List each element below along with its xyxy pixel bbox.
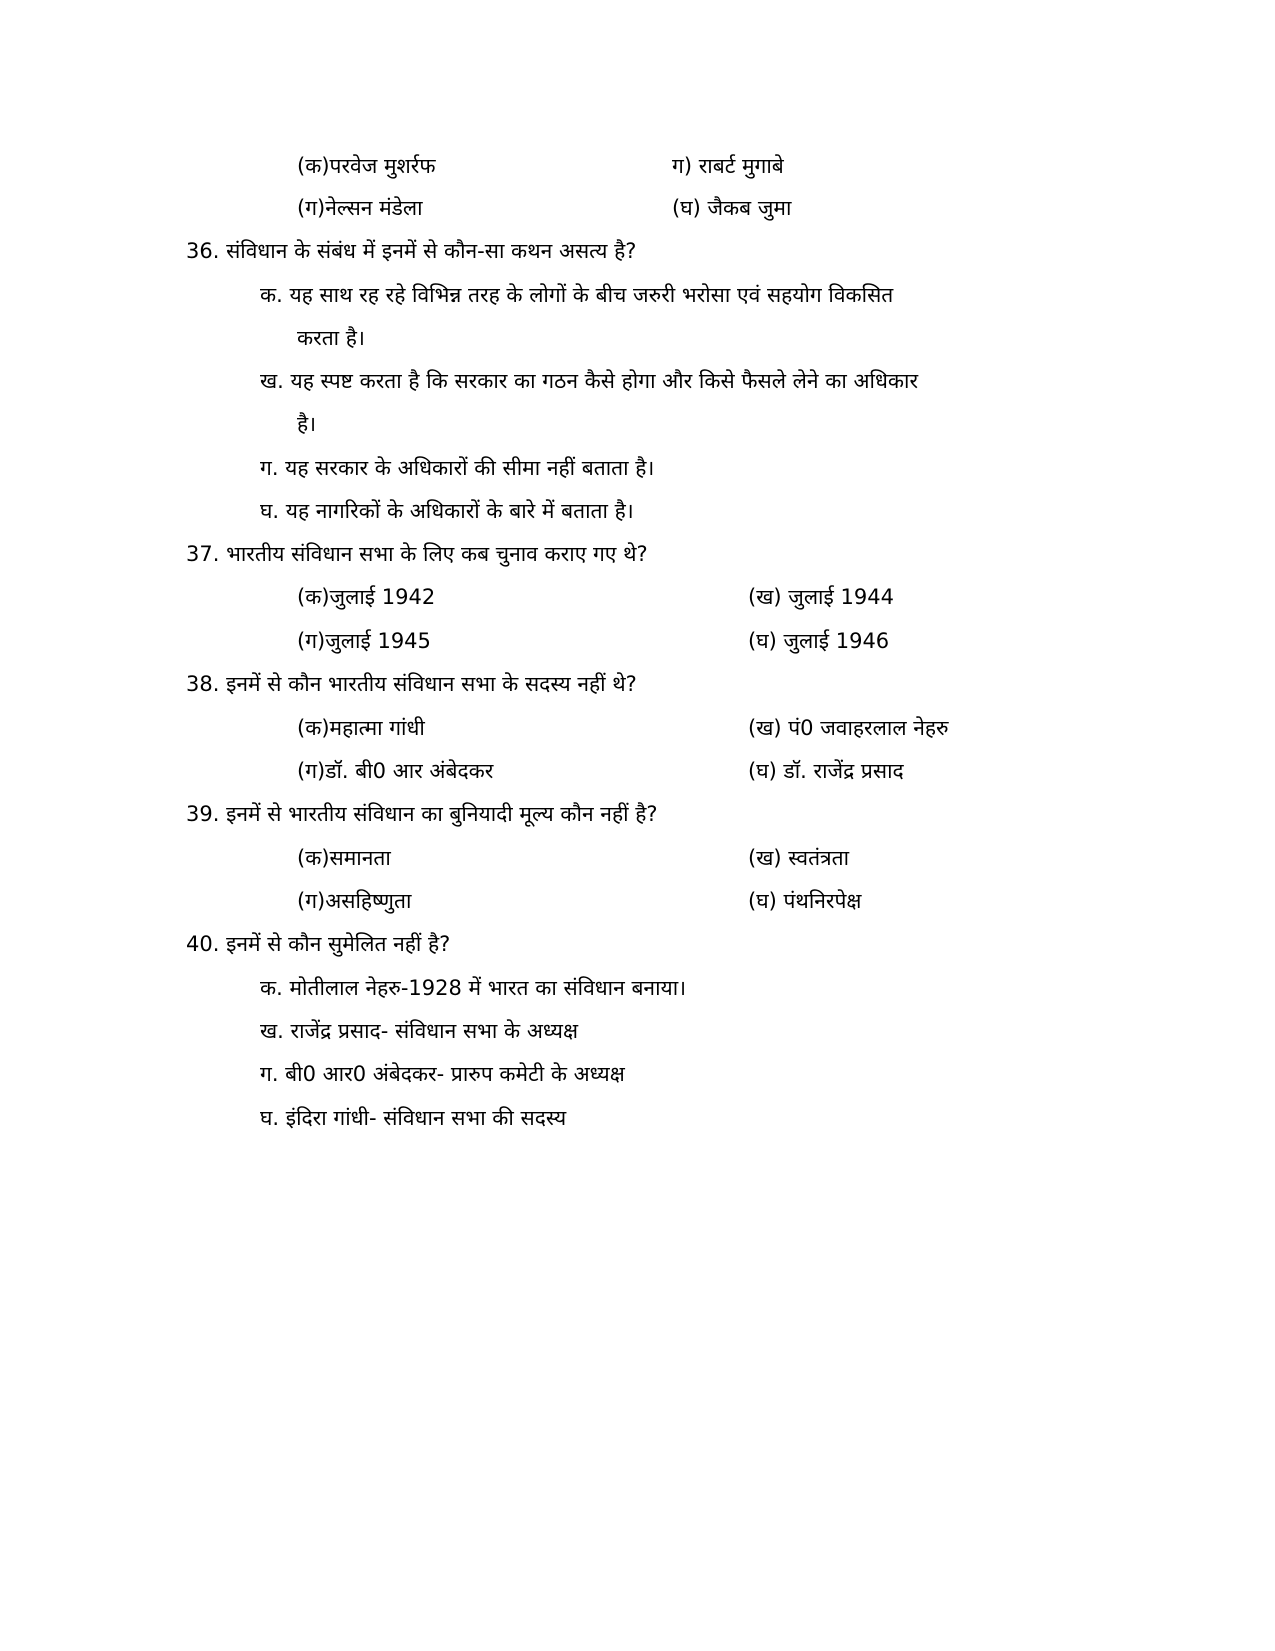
question-40: 40. इनमें से कौन सुमेलित नहीं है?: [186, 932, 451, 956]
q36-option-kha-cont: है।: [297, 412, 317, 436]
q36-option-gha: घ. यह नागरिकों के अधिकारों के बारे में बताता है।: [260, 499, 634, 523]
q37-option-gha: (घ) जुलाई 1946: [748, 629, 890, 653]
q38-option-kha: (ख) पं0 जवाहरलाल नेहरु: [748, 716, 949, 740]
question-36: 36. संविधान के संबंध में इनमें से कौन-सा कथन असत्य है?: [186, 239, 637, 263]
question-39: 39. इनमें से भारतीय संविधान का बुनियादी मूल्य कौन नहीं है?: [186, 802, 658, 826]
q39-option-kha: (ख) स्वतंत्रता: [748, 846, 850, 870]
q38-option-ka: (क)महात्मा गांधी: [297, 716, 425, 740]
q36-option-kha: ख. यह स्पष्ट करता है कि सरकार का गठन कैसे होगा और किसे फैसले लेने का अधिकार: [260, 369, 919, 393]
question-37: 37. भारतीय संविधान सभा के लिए कब चुनाव कराए गए थे?: [186, 542, 648, 566]
q39-option-ga: (ग)असहिष्णुता: [297, 889, 412, 913]
q39-option-gha: (घ) पंथनिरपेक्ष: [748, 889, 862, 913]
q40-option-ga: ग. बी0 आर0 अंबेदकर- प्रारुप कमेटी के अध्यक्ष: [260, 1062, 625, 1086]
q36-option-ka-cont: करता है।: [297, 326, 365, 350]
q38-option-gha: (घ) डॉ. राजेंद्र प्रसाद: [748, 759, 904, 783]
q40-option-ka: क. मोतीलाल नेहरु-1928 में भारत का संविधान बनाया।: [260, 976, 687, 1000]
option-gha: (घ) जैकब जुमा: [672, 196, 792, 220]
q37-option-ka: (क)जुलाई 1942: [297, 585, 436, 609]
option-ga: (ग)नेल्सन मंडेला: [297, 196, 423, 220]
q37-option-ga: (ग)जुलाई 1945: [297, 629, 431, 653]
q36-option-ga: ग. यह सरकार के अधिकारों की सीमा नहीं बताता है।: [260, 456, 655, 480]
option-ka: (क)परवेज मुशर्रफ: [297, 154, 436, 178]
q40-option-gha: घ. इंदिरा गांधी- संविधान सभा की सदस्य: [260, 1106, 567, 1130]
q37-option-kha: (ख) जुलाई 1944: [748, 585, 894, 609]
q38-option-ga: (ग)डॉ. बी0 आर अंबेदकर: [297, 759, 494, 783]
q36-option-ka: क. यह साथ रह रहे विभिन्न तरह के लोगों के बीच जरुरी भरोसा एवं सहयोग विकसित: [260, 283, 894, 307]
q39-option-ka: (क)समानता: [297, 846, 391, 870]
option-ga: ग) राबर्ट मुगाबे: [672, 154, 784, 178]
question-38: 38. इनमें से कौन भारतीय संविधान सभा के सदस्य नहीं थे?: [186, 672, 637, 696]
q40-option-kha: ख. राजेंद्र प्रसाद- संविधान सभा के अध्यक्ष: [260, 1019, 579, 1043]
